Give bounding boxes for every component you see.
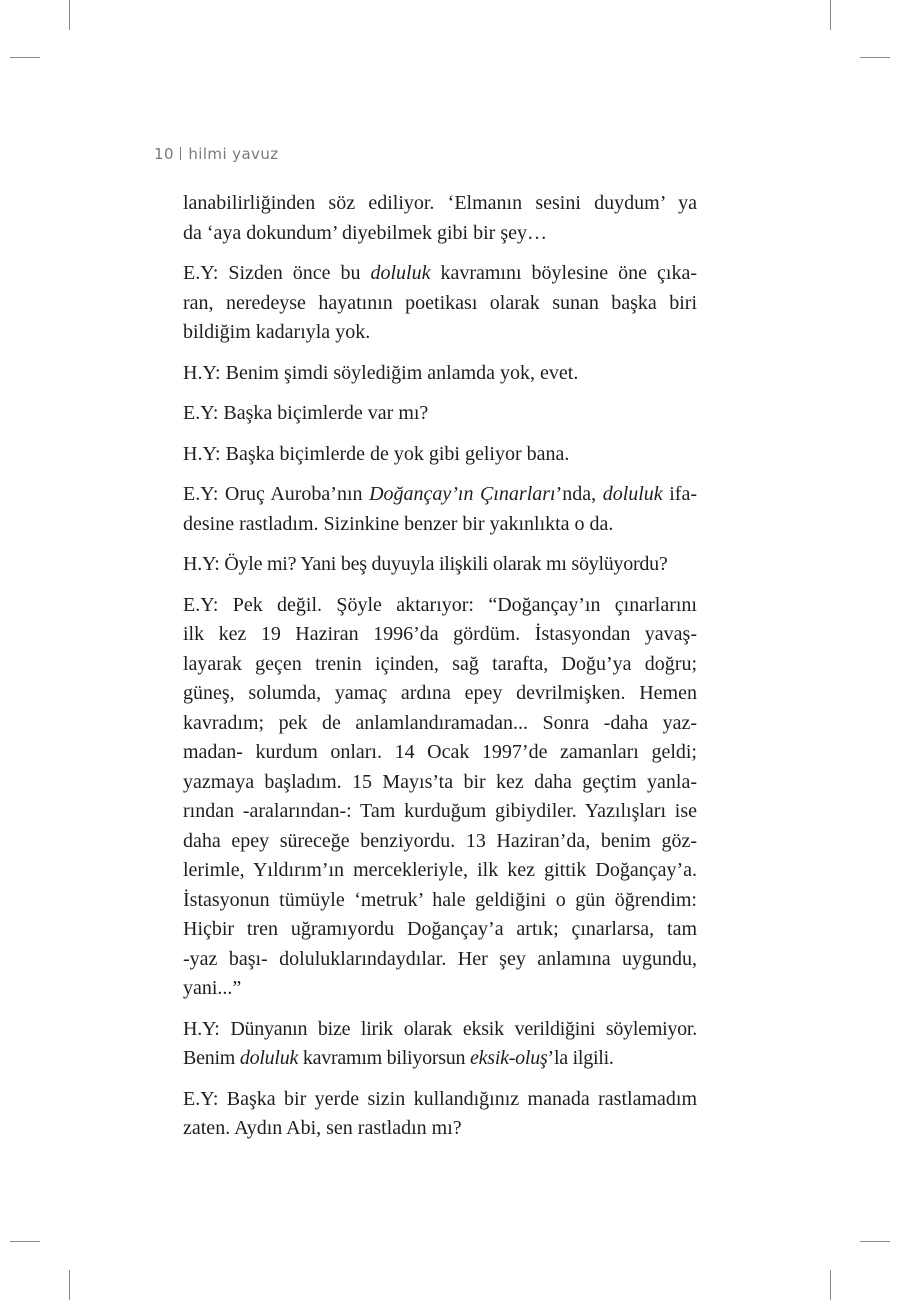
text-line: H.Y: Öyle mi? Yani beş duyuyla ilişkili olarak mı söylüyordu? [183,553,668,575]
text-line: da ‘aya dokundum’ diyebilmek gibi bir şey… [183,221,547,244]
italic-term: eksik-oluş [470,1047,548,1069]
author-name: hilmi yavuz [188,145,279,163]
crop-mark-bottom-right-h [860,1241,890,1242]
running-head [154,145,279,163]
text-line: İstasyonun tümüyle ‘metruk’ hale geldiğini o gün öğrendim: [183,888,697,911]
text-line: kavradım; pek de anlamlandıramadan... Sonra -daha yaz- [183,711,697,734]
text-line: bildiğim kadarıyla yok. [183,321,371,343]
paragraph [183,480,697,539]
text-line: H.Y: Benim şimdi söylediğim anlamda yok, evet. [183,361,579,384]
crop-mark-bottom-left [69,1270,70,1300]
text-line: lanabilirliğinden söz ediliyor. ‘Elmanın sesini duydum’ ya [183,192,697,214]
crop-mark-bottom-left-h [10,1241,40,1242]
text-line: rından -aralarından-: Tam kurduğum gibiydiler. Yazılışları ise [183,800,697,822]
text-line: E.Y: Pek değil. Şöyle aktarıyor: “Doğançay’ın çınarlarını [183,593,697,616]
text-line: Benim doluluk kavramım biliyorsun eksik-oluş’la ilgili. [183,1047,614,1069]
paragraph [183,1085,697,1144]
text-line: daha epey süreceğe benziyordu. 13 Haziran’da, benim göz- [183,829,697,852]
italic-term: Doğançay’ın Çınarları [369,483,556,505]
paragraph [183,1015,697,1074]
italic-term: doluluk [239,1047,299,1069]
crop-mark-top-left [69,0,70,30]
paragraph [183,550,697,580]
paragraph [183,440,697,470]
text-line: yazmaya başladım. 15 Mayıs’ta bir kez daha geçtim yanla- [183,770,697,793]
crop-mark-top-right [830,0,831,30]
paragraph [183,359,697,389]
crop-mark-top-left-h [10,57,40,58]
text-line: layarak geçen trenin içinden, sağ tarafta, Doğu’ya doğru; [183,652,697,675]
paragraph [183,399,697,429]
text-line: -yaz başı- doluluklarındaydılar. Her şey anlamına uygundu, [183,947,697,970]
italic-term: doluluk [370,262,431,284]
text-line: Hiçbir tren uğramıyordu Doğançay’a artık; çınarlarsa, tam [183,918,697,940]
text-line: E.Y: Başka bir yerde sizin kullandığınız manada rastlamadım [183,1087,697,1110]
page-number: 10 [154,145,174,163]
paragraph [183,591,697,1004]
paragraph [183,259,697,348]
text-line: lerimle, Yıldırım’ın mercekleriyle, ilk kez gittik Doğançay’a. [183,859,697,881]
paragraph [183,189,697,248]
header-separator [180,147,182,160]
text-line: E.Y: Sizden önce bu doluluk kavramını böylesine öne çıka- [183,262,697,284]
text-line: E.Y: Oruç Auroba’nın Doğançay’ın Çınarları’nda, doluluk ifa- [183,483,697,505]
italic-term: doluluk [602,483,663,505]
text-line: ilk kez 19 Haziran 1996’da gördüm. İstasyondan yavaş- [183,623,697,645]
text-line: desine rastladım. Sizinkine benzer bir yakınlıkta o da. [183,512,614,535]
text-line: H.Y: Dünyanın bize lirik olarak eksik verildiğini söylemiyor. [183,1017,697,1040]
text-line: güneş, solumda, yamaç ardına epey devrilmişken. Hemen [183,682,697,704]
crop-mark-top-right-h [860,57,890,58]
text-line: H.Y: Başka biçimlerde de yok gibi geliyor bana. [183,442,570,465]
body-text [183,189,697,1155]
crop-mark-bottom-right [830,1270,831,1300]
text-line: madan- kurdum onları. 14 Ocak 1997’de zamanları geldi; [183,741,697,763]
text-line: E.Y: Başka biçimlerde var mı? [183,402,429,424]
text-line: zaten. Aydın Abi, sen rastladın mı? [183,1117,462,1139]
text-line: yani...” [183,977,242,999]
text-line: ran, neredeyse hayatının poetikası olarak sunan başka biri [183,291,697,314]
